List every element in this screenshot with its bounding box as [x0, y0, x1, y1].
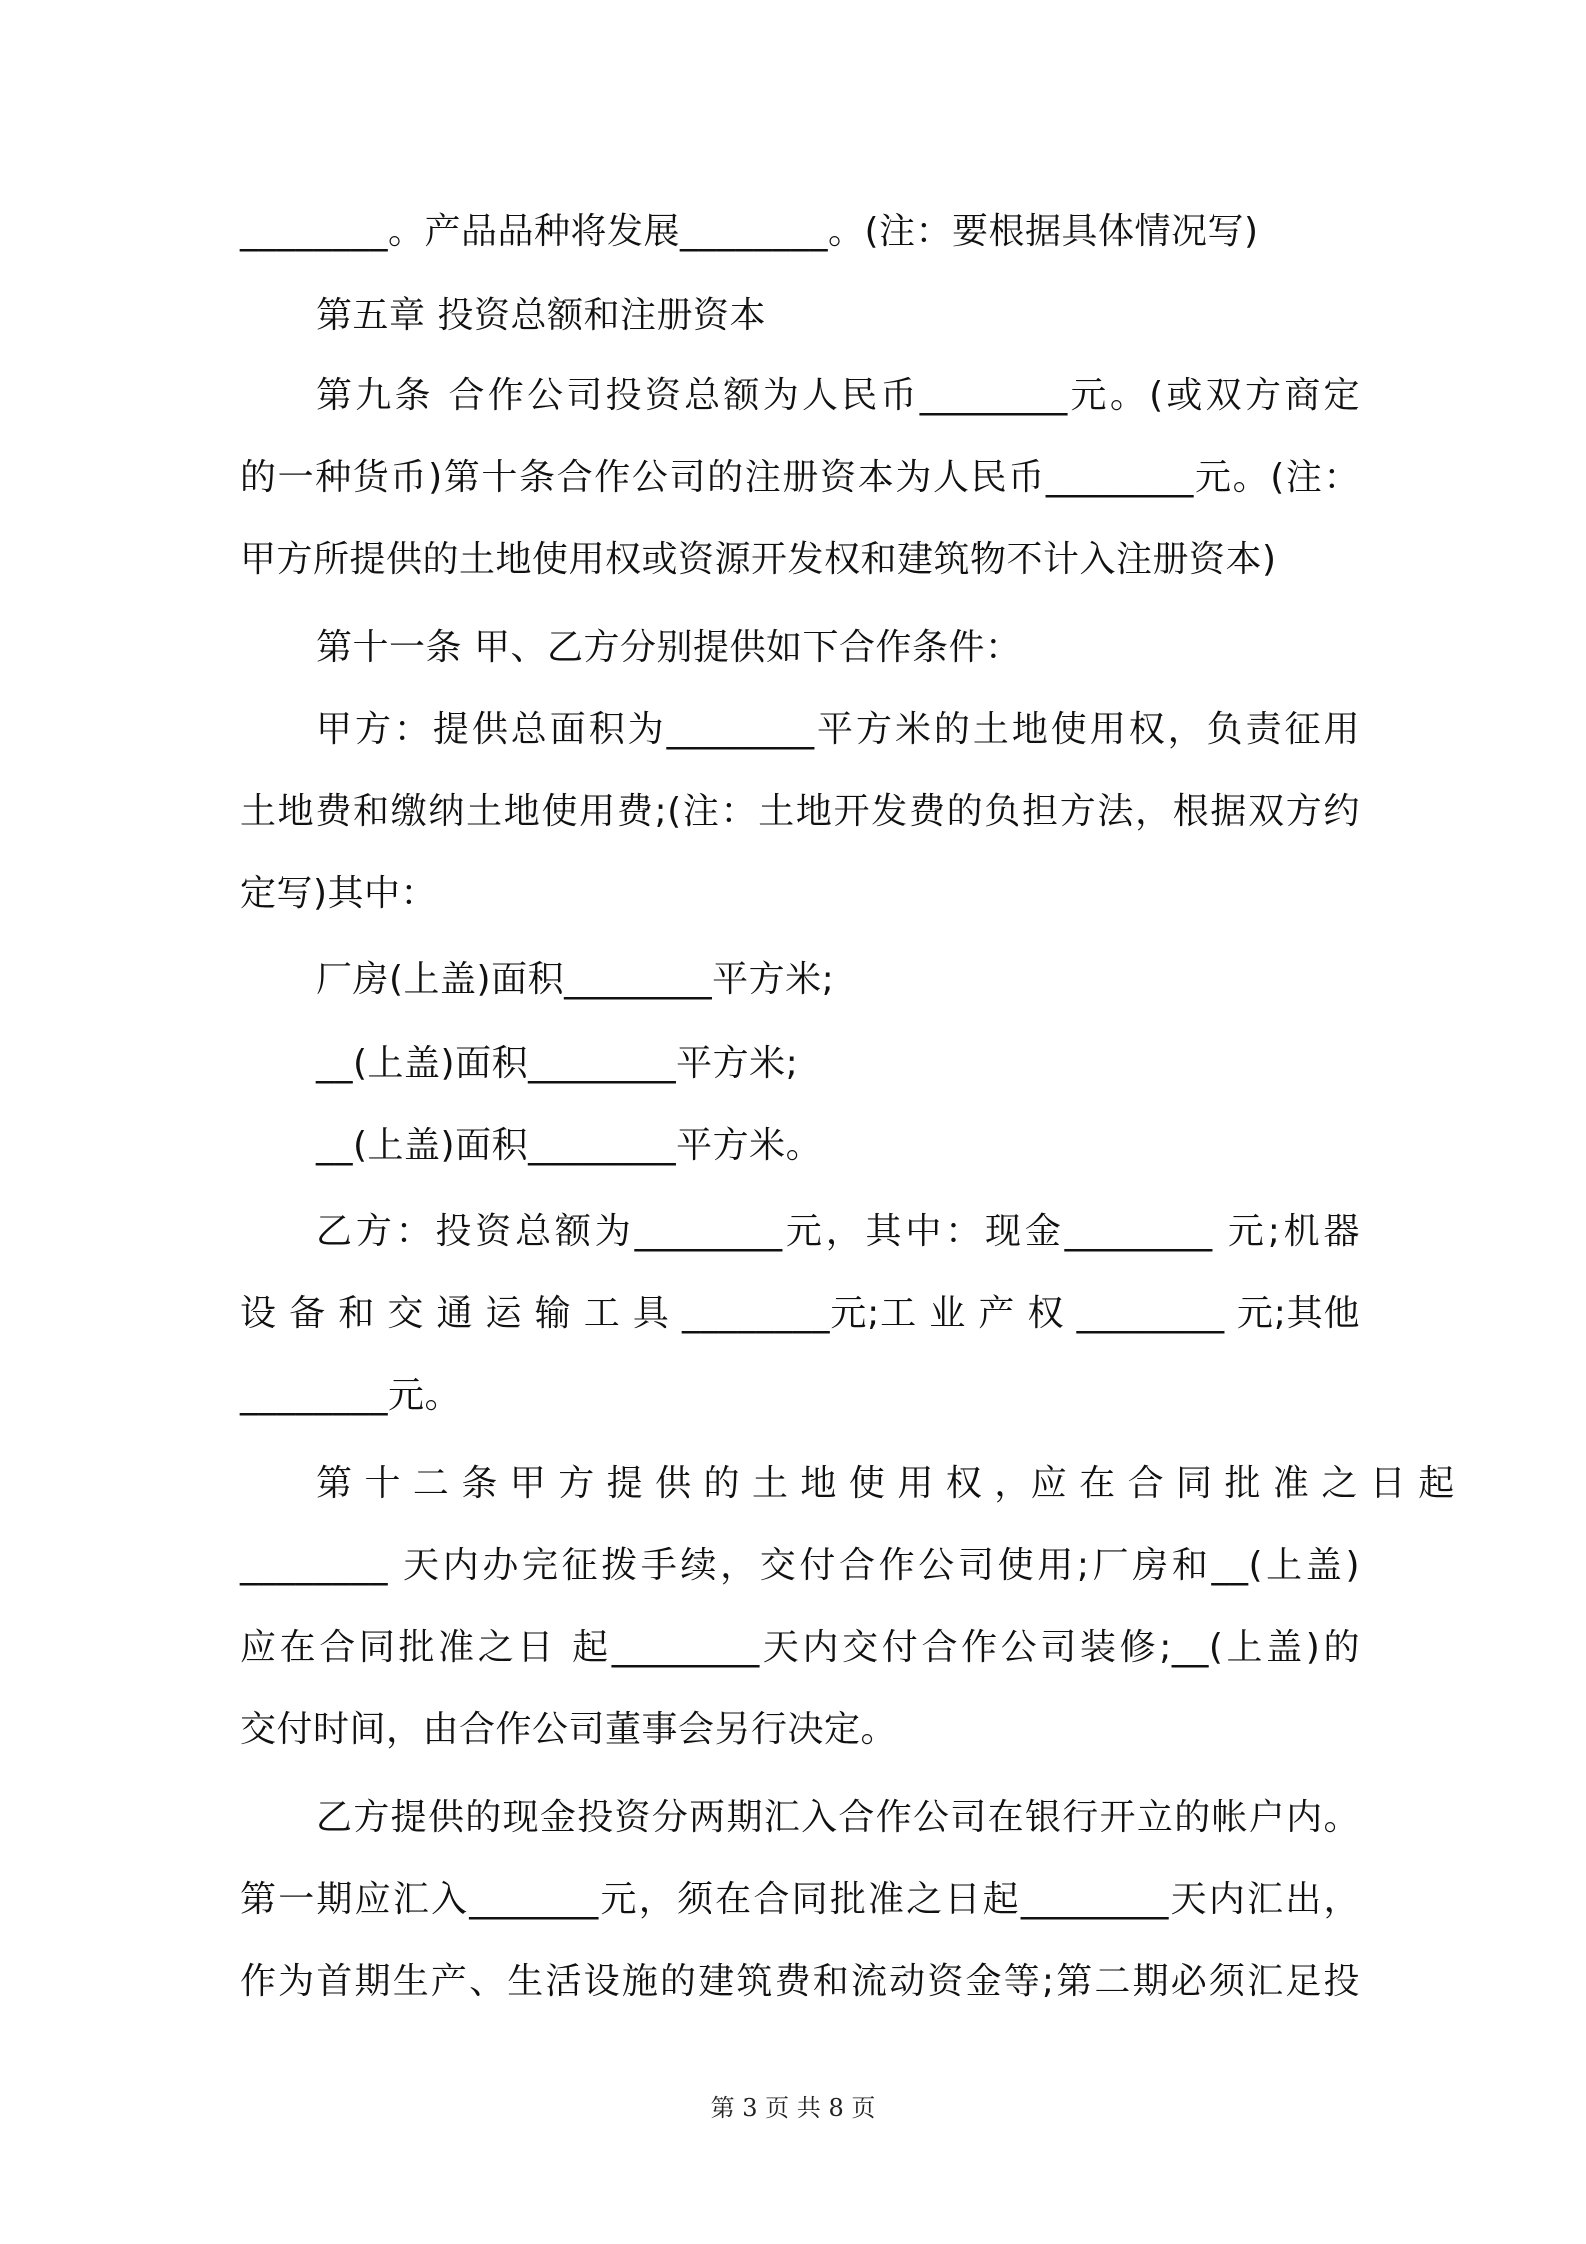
body-line: 应在合同批准之日 起________天内交付合作公司装修;__(上盖)的	[240, 1627, 1360, 1668]
article-heading: 第十一条 甲、乙方分别提供如下合作条件：	[316, 627, 1022, 668]
list-item: __(上盖)面积________平方米;	[316, 1043, 799, 1084]
body-line: 土地费和缴纳土地使用费;(注：土地开发费的负担方法，根据双方约	[240, 791, 1360, 832]
chapter-heading: 第五章 投资总额和注册资本	[316, 295, 766, 336]
page-number: 第 3 页 共 8 页	[710, 2094, 876, 2122]
body-line: 第一期应汇入_______元，须在合同批准之日起________天内汇出，	[240, 1879, 1360, 1920]
body-line: 乙方：投资总额为________元，其中：现金________ 元;机器	[316, 1211, 1360, 1252]
list-item: 厂房(上盖)面积________平方米;	[316, 959, 835, 1000]
body-line: 交付时间，由合作公司董事会另行决定。	[240, 1709, 898, 1750]
list-item: __(上盖)面积________平方米。	[316, 1125, 823, 1166]
article-heading: 第 十 二 条 甲 方 提 供 的 土 地 使 用 权 ，应 在 合 同 批 准 之 日 起	[316, 1463, 1455, 1504]
body-line: 定写)其中：	[240, 873, 438, 914]
body-line: 的一种货币)第十条合作公司的注册资本为人民币________元。(注：	[240, 457, 1360, 498]
body-line: ________ 天内办完征拨手续，交付合作公司使用;厂房和__(上盖)	[240, 1545, 1360, 1586]
body-line: ________元。	[240, 1375, 462, 1416]
body-line: 设 备 和 交 通 运 输 工 具 ________元;工 业 产 权 ________ 元;其他	[240, 1293, 1360, 1334]
body-line: 甲方所提供的土地使用权或资源开发权和建筑物不计入注册资本)	[240, 539, 1277, 580]
body-line: 甲方：提供总面积为________平方米的土地使用权，负责征用	[316, 709, 1360, 750]
body-line: ________。产品品种将发展________。(注：要根据具体情况写)	[240, 211, 1259, 252]
body-line: 作为首期生产、生活设施的建筑费和流动资金等;第二期必须汇足投	[240, 1961, 1360, 2002]
body-line: 乙方提供的现金投资分两期汇入合作公司在银行开立的帐户内。	[316, 1797, 1360, 1838]
article-heading: 第九条 合作公司投资总额为人民币________元。(或双方商定	[316, 375, 1360, 416]
